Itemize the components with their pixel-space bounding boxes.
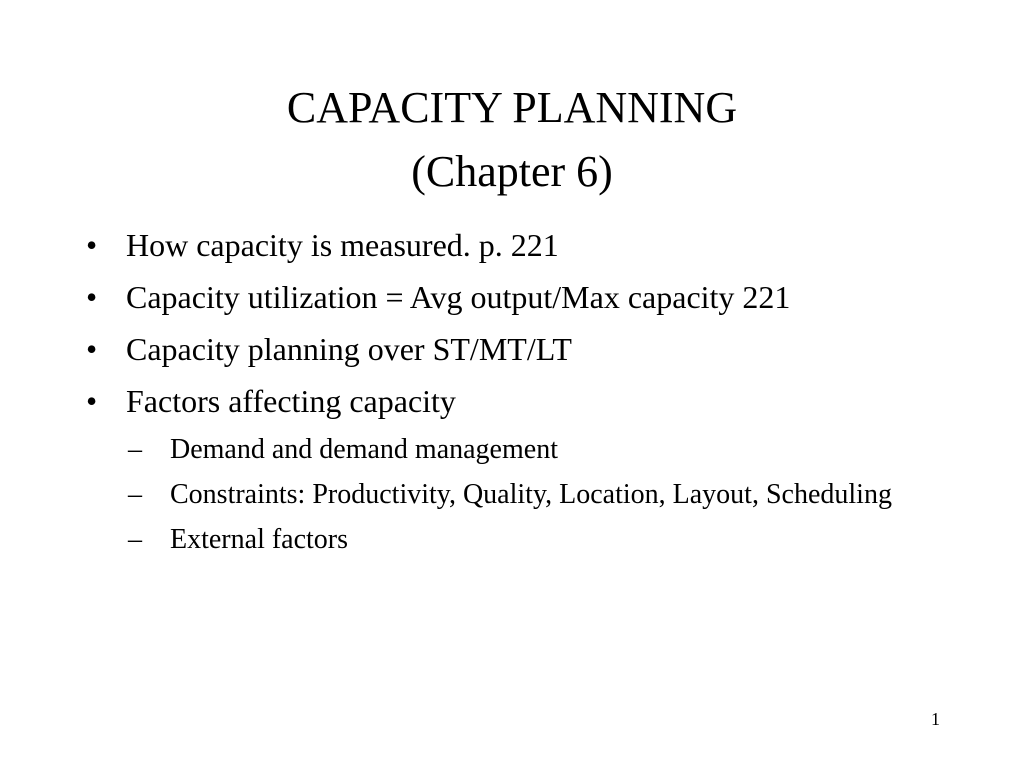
bullet-text: Factors affecting capacity — [126, 383, 456, 419]
sub-bullet-marker: – — [128, 479, 142, 510]
sub-bullet-item — [128, 522, 942, 557]
sub-bullet-group — [82, 432, 942, 557]
bullet-item — [82, 224, 942, 266]
bullet-item — [82, 276, 942, 318]
bullet-item — [82, 380, 942, 422]
bullet-marker: • — [86, 279, 98, 315]
bullet-list — [82, 224, 942, 567]
sub-bullet-list — [82, 432, 942, 557]
bullet-text: Capacity planning over ST/MT/LT — [126, 331, 572, 367]
slide-title — [0, 76, 1024, 204]
title-main: CAPACITY PLANNING — [286, 83, 738, 132]
bullet-text: Capacity utilization = Avg output/Max capacity 221 — [126, 279, 791, 315]
bullet-marker: • — [86, 227, 98, 263]
bullet-text: How capacity is measured. p. 221 — [126, 227, 559, 263]
sub-bullet-marker: – — [128, 524, 142, 555]
sub-bullet-text: Constraints: Productivity, Quality, Location, Layout, Scheduling — [170, 479, 892, 510]
bullet-item — [82, 328, 942, 370]
sub-bullet-text: Demand and demand management — [170, 434, 558, 465]
sub-bullet-item — [128, 432, 942, 467]
sub-bullet-marker: – — [128, 434, 142, 465]
sub-bullet-text: External factors — [170, 524, 349, 555]
bullet-marker: • — [86, 331, 98, 367]
page-number: 1 — [931, 709, 940, 729]
title-subtitle: (Chapter 6) — [411, 147, 613, 196]
sub-bullet-item — [128, 477, 942, 512]
bullet-marker: • — [86, 383, 98, 419]
